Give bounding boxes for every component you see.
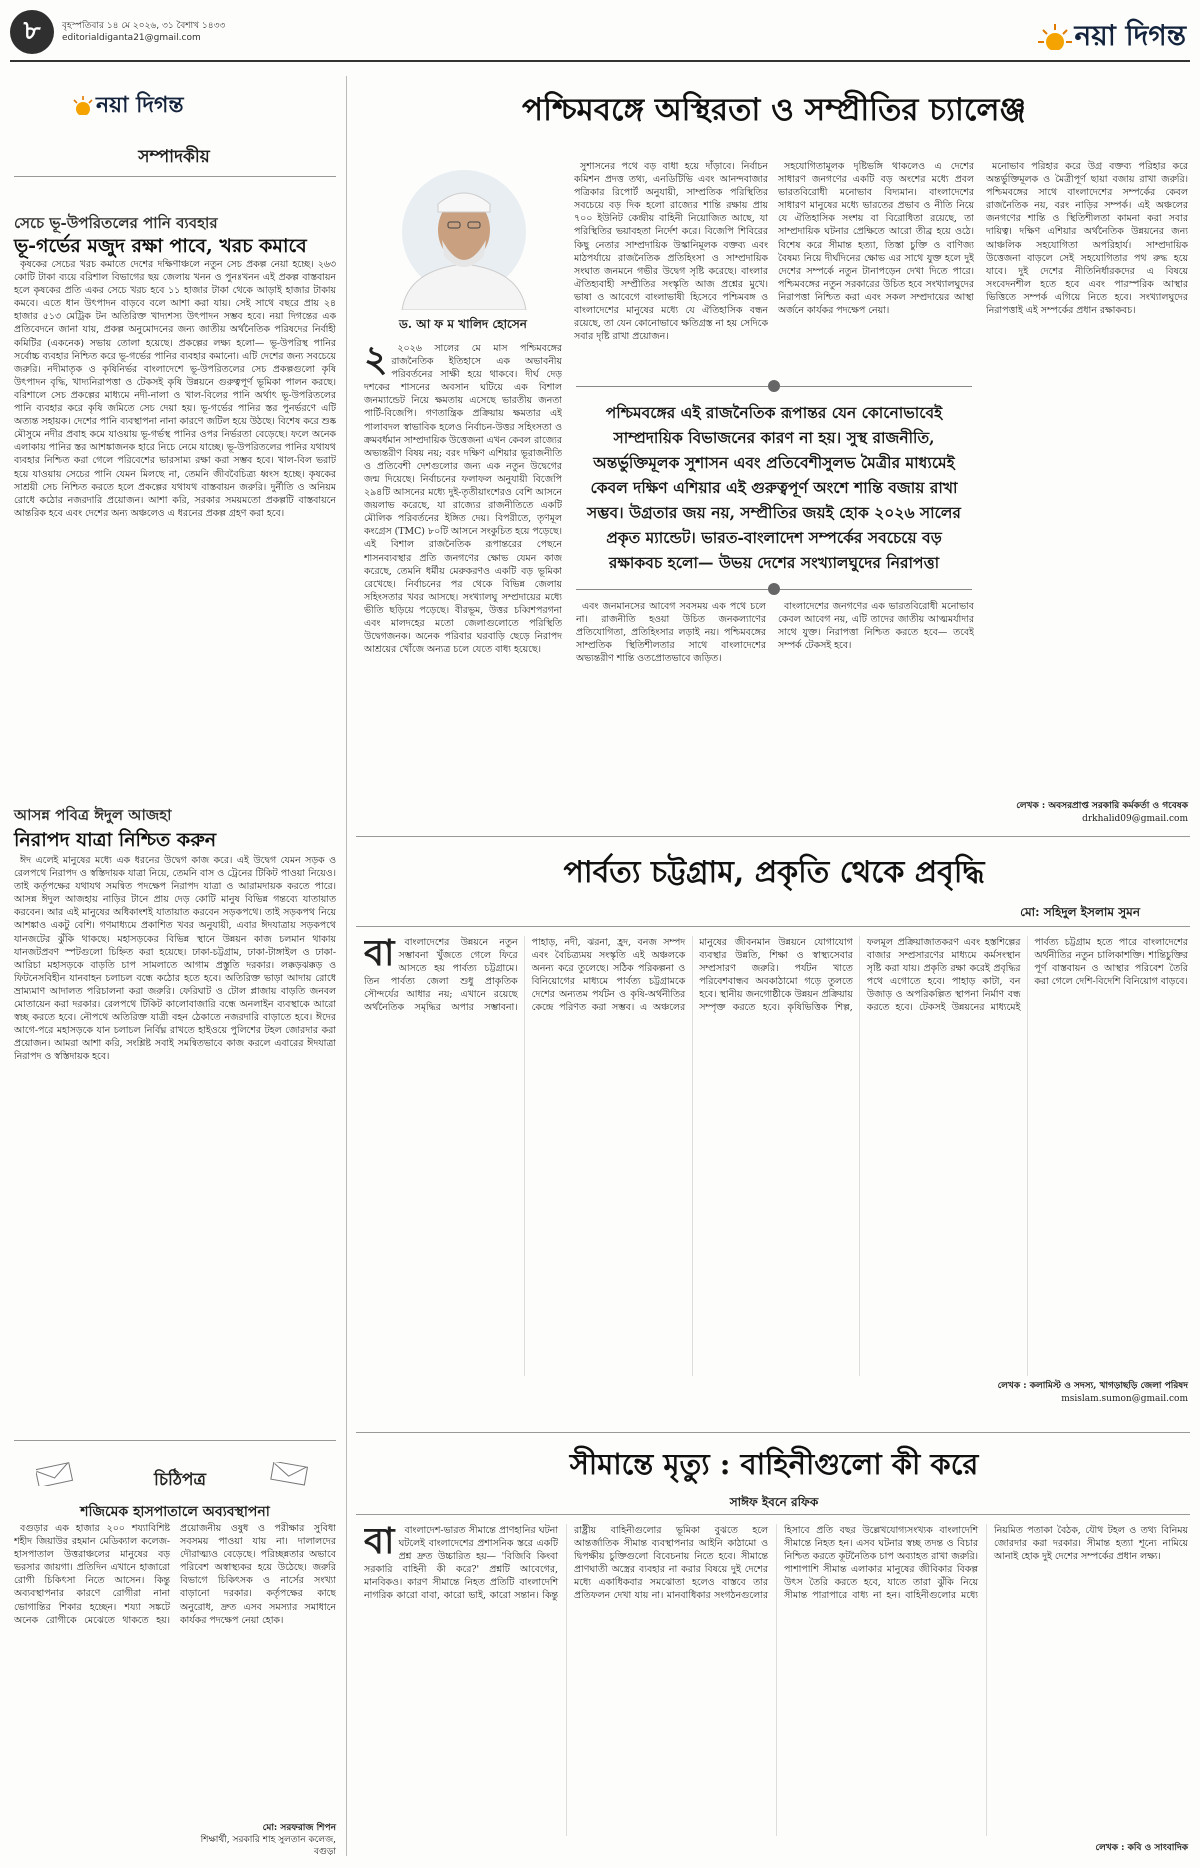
article2-author-email[interactable]: msislam.sumon@gmail.com — [1061, 1394, 1188, 1404]
article1-column-3 — [778, 160, 974, 374]
masthead-logo — [1037, 14, 1186, 61]
article1-column-3-lower: বাংলাদেশের জনগণের এক ভারতবিরোধী মনোভাব কেবল আবেগ নয়, এটি তাদের জাতীয় আত্মমর্যাদার সাথে যুক্ত। নিরাপত্তা নিশ্চিত করতে হবে— তবেই সম্পর্ক টেকসই হবে। — [778, 601, 974, 652]
letters-divider — [14, 1440, 336, 1441]
editorial2-body — [14, 854, 336, 1429]
letters-section-title: চিঠিপত্র — [153, 1470, 207, 1490]
editorial2-kicker: আসন্ন পবিত্র ঈদুল আজহা — [14, 806, 172, 824]
article1-author-note: লেখক : অবসরপ্রাপ্ত সরকারি কর্মকর্তা ও গবেষক — [1016, 801, 1188, 811]
article3-byline: সাঈফ ইবনে রফিক — [729, 1495, 819, 1509]
article1-column-1 — [364, 342, 562, 700]
column-divider — [346, 76, 347, 1856]
issue-date: বৃহস্পতিবার ১৪ মে ২০২৬, ৩১ বৈশাখ ১৪৩৩ — [62, 21, 226, 31]
article3-body — [364, 1524, 1188, 1836]
section-divider — [14, 176, 336, 177]
bullet-dot-icon — [768, 583, 780, 595]
section-logo — [70, 88, 184, 125]
editorial-section-title: সম্পাদকীয় — [138, 147, 210, 167]
header-divider — [10, 60, 1190, 62]
byline-divider — [356, 926, 1190, 927]
editorial1-body — [14, 258, 336, 786]
dropcap: বা — [364, 936, 395, 974]
article2-body-text: বাংলাদেশের উন্নয়নে নতুন সম্ভাবনা খুঁজতে গেলে ফিরে আসতে হয় পার্বত্য চট্টগ্রামে। তিন পার্বত্য জেলা শুধু প্রাকৃতিক সৌন্দর্যের আধার নয়; এখানে রয়েছে অর্থনৈতিক সমৃদ্ধির অপার সম্ভাবনা। পাহাড়, নদী, ঝরনা, হ্রদ, বনজ সম্পদ এবং বৈচিত্র্যময় সংস্কৃতি এই অঞ্চলকে অনন্য করে তুলেছে। সঠিক পরিকল্পনা ও বিনিয়োগের মাধ্যমে পার্বত্য চট্টগ্রামকে দেশের অন্যতম পর্যটন ও কৃষি-অর্থনীতির কেন্দ্রে পরিণত করা সম্ভব। এ অঞ্চলের মানুষের জীবনমান উন্নয়নে যোগাযোগ ব্যবস্থার উন্নতি, শিক্ষা ও স্বাস্থ্যসেবার সম্প্রসারণ জরুরি। পর্যটন খাতে পরিবেশবান্ধব অবকাঠামো গড়ে তুলতে হবে। স্থানীয় জনগোষ্ঠীকে উন্নয়ন প্রক্রিয়ায় সম্পৃক্ত করতে হবে। কৃষিভিত্তিক শিল্প, ফলমূল প্রক্রিয়াজাতকরণ এবং হস্তশিল্পের বাজার সম্প্রসারণের মাধ্যমে কর্মসংস্থান সৃষ্টি করা যায়। প্রকৃতি রক্ষা করেই প্রবৃদ্ধির পথে এগোতে হবে। পাহাড় কাটা, বন উজাড় ও অপরিকল্পিত স্থাপনা নির্মাণ বন্ধ করতে হবে। টেকসই উন্নয়নের মাধ্যমেই পার্বত্য চট্টগ্রাম হতে পারে বাংলাদেশের অর্থনীতির নতুন চালিকাশক্তি। শান্তিচুক্তির পূর্ণ বাস্তবায়ন ও আস্থার পরিবেশ তৈরি করা গেলে দেশি-বিদেশি বিনিয়োগ বাড়বে। — [364, 937, 1188, 1014]
letter-sender — [180, 1822, 336, 1858]
editorial1-body-text: কৃষকের সেচের খরচ কমাতে দেশের দক্ষিণাঞ্চলে নতুন সেচ প্রকল্প নেয়া হচ্ছে। ২৬৩ কোটি টাকা ব্যয়ে বরিশাল বিভাগের ছয় জেলায় খনন ও পুনঃখনন এই প্রকল্প বাস্তবায়ন হলে কৃষকের প্রতি একর সেচে খরচ হবে ১১ হাজার টাকা থেকে আড়াই হাজার টাকায় কমবে। এতে ধান উৎপাদন বাড়বে বলে আশা করা যায়। সেই সাথে বছরে প্রায় ২৪ হাজার ৫১৩ মেট্রিক টন অতিরিক্ত খাদ্যশস্য উৎপাদন সম্ভব হবে। নয়া দিগন্তের এক প্রতিবেদনে জানা যায়, প্রকল্প অনুমোদনের জন্য জাতীয় অর্থনৈতিক পরিষদের নির্বাহী কমিটির (একনেক) সভায় তোলা হয়েছে। প্রকল্পের লক্ষ্য হলো— ভূ-উপরিস্থ পানির সর্বোচ্চ ব্যবহার নিশ্চিত করে ভূ-গর্ভের পানির ব্যবহার কমানো। এটি দেশের জন্য সবচেয়ে জরুরি। নদীমাতৃক ও কৃষিনির্ভর বাংলাদেশে ভূ-উপরিতলের সেচ প্রকল্পগুলো কৃষি উৎপাদন বৃদ্ধি, খাদ্যনিরাপত্তা ও টেকসই কৃষি উন্নয়নে গুরুত্বপূর্ণ ভূমিকা পালন করছে। বরিশালে সেচ প্রকল্পের মাধ্যমে নদী-নালা ও খাল-বিলের পানি অর্থাৎ ভূ-উপরিতলের পানি ব্যবহার করে কৃষি জমিতে সেচ দেয়া হয়। ভূ-গর্ভের পানির স্তর পুনর্ভরণে এটি অত্যন্ত সহায়ক। দেশের পানি ব্যবস্থাপনা নানা কারণে জটিল হয়ে উঠছে। বিশেষ করে শুষ্ক মৌসুমে নদীর প্রবাহ কমে যাওয়ায় ভূ-গর্ভস্থ পানির ওপর নির্ভরতা বেড়েছে। ফলে অনেক এলাকায় পানির স্তর আশঙ্কাজনক হারে নিচে নেমে যাচ্ছে। ভূ-উপরিতলের পানির যথাযথ ব্যবহার নিশ্চিত করা গেলে পরিবেশের ভারসাম্য রক্ষা করা সম্ভব হবে। খাল-বিল ভরাট হয়ে যাওয়ায় সেচের পানি যেমন মিলছে না, তেমনি জীববৈচিত্র্য ধ্বংস হচ্ছে। কৃষকের সাশ্রয়ী সেচ নিশ্চিত করতে হলে প্রকল্পের যথাযথ বাস্তবায়ন জরুরি। দুর্নীতি ও অনিয়ম রোধে কঠোর নজরদারি প্রয়োজন। আশা করি, সরকার সময়মতো প্রকল্পটি বাস্তবায়নে আন্তরিক হবে এবং দেশের অন্য অঞ্চলেও এ ধরনের প্রকল্প গ্রহণ করা হবে। — [14, 259, 336, 519]
letter-sender-detail: শিক্ষার্থী, সরকারি শাহ সুলতান কলেজ, বগুড়া — [200, 1835, 336, 1857]
sun-logo-icon — [70, 95, 96, 119]
article1-author-email[interactable]: drkhalid09@gmail.com — [1082, 814, 1188, 824]
article3-author-note: লেখক : কবি ও সাংবাদিক — [1095, 1843, 1188, 1853]
page-number-badge: ৮ — [10, 10, 54, 54]
author-caption: ড. আ ফ ম খালিদ হোসেন — [399, 317, 527, 331]
article2-body — [364, 936, 1188, 1376]
quote-top-rule — [576, 380, 972, 392]
article1-col3-text: সহযোগিতামূলক দৃষ্টিভঙ্গি থাকলেও এ দেশের সাধারণ জনগণের একটি বড় অংশের মধ্যে প্রবল ভারতবিরোধী মনোভাব বিদ্যমান। বাংলাদেশের সাধারণ মানুষের মধ্যে ভারতের প্রভাব ও নীতি নিয়ে যে ঐতিহাসিক সংশয় বা বিরোধিতা রয়েছে, তা সাম্প্রদায়িক ঘটনার প্রেক্ষিতে আরো তীব্র হয়ে ওঠে। বিশেষ করে সীমান্ত হত্যা, তিস্তা চুক্তি ও বাণিজ্য বৈষম্য নিয়ে দীর্ঘদিনের ক্ষোভ এর সাথে যুক্ত হলে দুই দেশের সম্পর্কে নতুন টানাপড়েন দেখা দিতে পারে। পশ্চিমবঙ্গের নতুন সরকারের উচিত হবে সংখ্যালঘুদের নিরাপত্তা নিশ্চিত করা এবং সকল সম্প্রদায়ের আস্থা অর্জনে কার্যকর পদক্ষেপ নেয়া। — [778, 161, 974, 317]
article3-headline: সীমান্তে মৃত্যু : বাহিনীগুলো কী করে — [569, 1447, 979, 1481]
editorial-email[interactable]: editorialdiganta21@gmail.com — [62, 33, 201, 43]
envelope-icon — [268, 1462, 308, 1490]
article-divider — [356, 1432, 1190, 1433]
envelope-icon — [36, 1462, 76, 1490]
letter-sender-name: মো: সরফরাজ শিপন — [262, 1823, 336, 1833]
article3-body-text: বাংলাদেশ-ভারত সীমান্তে প্রাণহানির ঘটনা ঘটলেই বাংলাদেশের প্রশাসনিক স্তরে একটি প্রশ্ন দ্রুত উচ্চারিত হয়— 'বিজিবি কিংবা সরকারি বাহিনী কী করে?' প্রশ্নটি আবেগের, মানবিকও। কারণ সীমান্তে নিহত প্রতিটি বাংলাদেশি নাগরিক কারো বাবা, কারো ভাই, কারো সন্তান। কিন্তু রাষ্ট্রীয় বাহিনীগুলোর ভূমিকা বুঝতে হলে আন্তর্জাতিক সীমান্ত ব্যবস্থাপনার আইনি কাঠামো ও দ্বিপক্ষীয় চুক্তিগুলো বিবেচনায় নিতে হবে। সীমান্তে প্রাণঘাতী অস্ত্রের ব্যবহার না করার বিষয়ে দুই দেশের মধ্যে একাধিকবার সমঝোতা হলেও বাস্তবে তার প্রতিফলন দেখা যায় না। মানবাধিকার সংগঠনগুলোর হিসাবে প্রতি বছর উল্লেখযোগ্যসংখ্যক বাংলাদেশি সীমান্তে নিহত হন। এসব ঘটনার স্বচ্ছ তদন্ত ও বিচার নিশ্চিত করতে কূটনৈতিক চাপ অব্যাহত রাখা জরুরি। পাশাপাশি সীমান্ত এলাকার মানুষের জীবিকার বিকল্প উৎস তৈরি করতে হবে, যাতে তারা ঝুঁকি নিয়ে সীমান্ত পারাপারে বাধ্য না হন। বাহিনীগুলোর মধ্যে নিয়মিত পতাকা বৈঠক, যৌথ টহল ও তথ্য বিনিময় জোরদার করা দরকার। সীমান্ত হত্যা শূন্যে নামিয়ে আনাই হোক দুই দেশের সম্পর্কের প্রধান লক্ষ্য। — [364, 1525, 1188, 1602]
sun-logo-icon — [1037, 22, 1073, 54]
letter-headline: শজিমেক হাসপাতালে অব্যবস্থাপনা — [80, 1504, 270, 1520]
pull-quote-box — [576, 380, 972, 595]
article1-headline: পশ্চিমবঙ্গে অস্থিরতা ও সম্প্রীতির চ্যালেঞ্জ — [522, 92, 1026, 128]
dropcap: ২ — [364, 342, 388, 380]
article1-col4-text: মনোভাব পরিহার করে উগ্র বক্তব্য পরিহার করে অন্তর্ভুক্তিমূলক ও মৈত্রীপূর্ণ ছায়া বজায় রাখা জরুরি। পশ্চিমবঙ্গের সাথে বাংলাদেশের সম্পর্কের কেবল রাজনৈতিক নয়, বরং নাড়ির সম্পর্ক। এই অঞ্চলের জনগণের শান্তি ও স্থিতিশীলতা কামনা করা সবার দায়িত্ব। দক্ষিণ এশিয়ার অর্থনৈতিক উন্নয়নের জন্য আঞ্চলিক সহযোগিতা অপরিহার্য। সাম্প্রদায়িক উত্তেজনা বাড়লে সেই সহযোগিতার পথ রুদ্ধ হয়ে যাবে। দুই দেশের নীতিনির্ধারকদের এ বিষয়ে সংবেদনশীল হতে হবে এবং পারস্পরিক আস্থার ভিত্তিতে সম্পর্ক এগিয়ে নিতে হবে। সংখ্যালঘুদের নিরাপত্তাই এই সম্পর্কের প্রধান রক্ষাকবচ। — [986, 161, 1188, 317]
section-logo-text: নয়া দিগন্ত — [96, 93, 184, 118]
pull-quote-text: পশ্চিমবঙ্গের এই রাজনৈতিক রূপান্তর যেন কোনোভাবেই সাম্প্রদায়িক বিভাজনের কারণ না হয়। সুস্থ রাজনীতি, অন্তর্ভুক্তিমূলক সুশাসন এবং প্রতিবেশীসুলভ মৈত্রীর মাধ্যমেই কেবল দক্ষিণ এশিয়ার এই গুরুত্বপূর্ণ অংশে শান্তি বজায় রাখা সম্ভব। উগ্রতার জয় নয়, সম্প্রীতির জয়ই হোক ২০২৬ সালের প্রকৃত ম্যান্ডেট। ভারত-বাংলাদেশ সম্পর্কের সবচেয়ে বড় রক্ষাকবচ হলো— উভয় দেশের সংখ্যালঘুদের নিরাপত্তা — [587, 403, 961, 572]
article1-col1-text: ২০২৬ সালের মে মাস পশ্চিমবঙ্গের রাজনৈতিক ইতিহাসে এক অভাবনীয় পরিবর্তনের সাক্ষী হয়ে থাকবে। দীর্ঘ দেড় দশকের শাসনের অবসান ঘটিয়ে এক বিশাল জনম্যান্ডেট নিয়ে ক্ষমতায় এসেছে ভারতীয় জনতা পার্টি-বিজেপি। গণতান্ত্রিক প্রক্রিয়ায় ক্ষমতার এই পালাবদল স্বাভাবিক হলেও নির্বাচন-উত্তর সহিংসতা ও ক্রমবর্ধমান সাম্প্রদায়িক উত্তেজনা এখন কেবল রাজ্যের অভ্যন্তরীণ বিষয় নয়; বরং দক্ষিণ এশিয়ার ভূরাজনীতি ও প্রতিবেশী দেশগুলোর জন্য এক নতুন উদ্বেগের জন্ম দিয়েছে। নির্বাচনের ফলাফল অনুযায়ী বিজেপি ২৯৪টি আসনের মধ্যে দুই-তৃতীয়াংশেরও বেশি আসনে জয়লাভ করেছে, যা রাজ্যের রাজনীতিতে একটি মৌলিক পরিবর্তনের ইঙ্গিত দেয়। বিপরীতে, তৃণমূল কংগ্রেস (TMC) ৮০টি আসনে সংকুচিত হয়ে পড়েছে। এই বিশাল রাজনৈতিক রূপান্তরের পেছনে শাসনব্যবস্থার প্রতি জনগণের ক্ষোভ যেমন কাজ করেছে, তেমনি ধর্মীয় মেরুকরণও একটি বড় ভূমিকা রেখেছে। নির্বাচনের পর থেকে বিভিন্ন জেলায় সহিংসতার খবর আসছে। সংখ্যালঘু সম্প্রদায়ের মধ্যে ভীতি ছড়িয়ে পড়েছে। বীরভূম, উত্তর চব্বিশপরগনা এবং মালদহের মতো জেলাগুলোতে পরিস্থিতি উদ্বেগজনক। অনেক পরিবার ঘরবাড়ি ছেড়ে নিরাপদ আশ্রয়ের খোঁজে অন্যত্র চলে যেতে বাধ্য হয়েছে। — [364, 343, 562, 656]
article1-author-block — [986, 800, 1188, 826]
author-photo — [364, 160, 562, 310]
editorial1-kicker: সেচে ভূ-উপরিতলের পানি ব্যবহার — [14, 214, 218, 232]
quote-bottom-rule — [576, 583, 972, 595]
article2-headline: পার্বত্য চট্টগ্রাম, প্রকৃতি থেকে প্রবৃদ্ধি — [563, 855, 985, 890]
article2-author-note: লেখক : কলামিস্ট ও সদস্য, খাগড়াছড়ি জেলা পরিষদ — [997, 1381, 1188, 1391]
bullet-dot-icon — [768, 380, 780, 392]
masthead-logo-text: নয়া দিগন্ত — [1074, 19, 1186, 52]
article1-col2-text: সুশাসনের পথে বড় বাধা হয়ে দাঁড়াবে। নির্বাচন কমিশন প্রদত্ত তথ্য, এনডিটিভি এবং আনন্দবাজার পত্রিকার রিপোর্ট অনুযায়ী, সাম্প্রতিক পরিস্থিতির সবচেয়ে বড় দিক হলো রাজ্যের শান্তি রক্ষায় প্রায় ৭০০ ইউনিট কেন্দ্রীয় বাহিনী নিয়োজিত আছে, যা পরিস্থিতির ভয়াবহতা নির্দেশ করে। বিজেপি শিবিরের কিছু নেতার সাম্প্রদায়িক উস্কানিমূলক বক্তব্য এবং মাঠপর্যায়ে রাজনৈতিক প্রতিহিংসা ও সাম্প্রদায়িক সংঘাত জনমনে গভীর উদ্বেগ সৃষ্টি করেছে। বাংলার ঐতিহ্যবাহী সম্প্রীতির সংস্কৃতি আজ প্রশ্নের মুখে। ভাষা ও আবেগে বাংলাভাষী হিসেবে পশ্চিমবঙ্গ ও বাংলাদেশের মানুষের মধ্যে যে ঐতিহাসিক বন্ধন রয়েছে, তা যেন কোনোভাবে ক্ষতিগ্রস্ত না হয় সেদিকে সবার দৃষ্টি রাখা প্রয়োজন। — [574, 161, 768, 343]
article2-author-block — [986, 1380, 1188, 1406]
article-divider — [356, 836, 1190, 837]
dropcap: বা — [364, 1524, 395, 1562]
letter-body-text: বগুড়ার এক হাজার ২০০ শয্যাবিশিষ্ট শহীদ জিয়াউর রহমান মেডিক্যাল কলেজ-হাসপাতাল উত্তরাঞ্চলের মানুষের বড় ভরসার জায়গা। প্রতিদিন এখানে হাজারো রোগী চিকিৎসা নিতে আসেন। কিন্তু অব্যবস্থাপনার কারণে রোগীরা নানা ভোগান্তির শিকার হচ্ছেন। শয্যা সঙ্কটে অনেক রোগীকে মেঝেতে থাকতে হয়। প্রয়োজনীয় ওষুধ ও পরীক্ষার সুবিধা সবসময় পাওয়া যায় না। দালালদের দৌরাত্ম্যও বেড়েছে। পরিচ্ছন্নতার অভাবে পরিবেশ অস্বাস্থ্যকর হয়ে উঠেছে। জরুরি বিভাগে চিকিৎসক ও নার্সের সংখ্যা বাড়ানো দরকার। কর্তৃপক্ষের কাছে অনুরোধ, দ্রুত এসব সমস্যার সমাধানে কার্যকর পদক্ষেপ নেয়া হোক। — [14, 1523, 336, 1626]
article1-column-4 — [986, 160, 1188, 790]
editorial2-headline: নিরাপদ যাত্রা নিশ্চিত করুন — [14, 829, 217, 851]
letter-body — [14, 1522, 336, 1820]
article1-column-2 — [574, 160, 768, 374]
article1-column-2-lower: এবং জনমানসের আবেগ সবসময় এক পথে চলে না। রাজনীতি হওয়া উচিত জনকল্যাণের প্রতিযোগিতা, প্রতিহিংসার লড়াই নয়। পশ্চিমবঙ্গের সাম্প্রতিক স্থিতিশীলতার সাথে বাংলাদেশের অভ্যন্তরীণ শান্তি ওতপ্রোতভাবে জড়িত। — [576, 601, 766, 665]
byline-divider — [356, 1514, 1190, 1515]
article2-byline: মো: সহিদুল ইসলাম সুমন — [1020, 905, 1140, 919]
editorial2-body-text: ঈদ এলেই মানুষের মধ্যে এক ধরনের উদ্বেগ কাজ করে। এই উদ্বেগ যেমন সড়ক ও রেলপথে নিরাপদ ও স্বস্তিদায়ক যাত্রা নিয়ে, তেমনি বাস ও ট্রেনের টিকিট পাওয়া নিয়েও। তাই কর্তৃপক্ষের যথাযথ সমন্বিত পদক্ষেপ নিরাপদ যাত্রা ও আরামদায়ক করতে পারে। আসন্ন ঈদুল আজহায় নাড়ির টানে প্রায় দেড় কোটি মানুষ বিভিন্ন গন্তব্যে যাতায়াত করবেন। আর এই মানুষের অধিকাংশই যাতায়াত করবেন সড়কপথে। তাই সড়কপথ নিয়ে আশঙ্কাও একটু বেশি। গণমাধ্যমে প্রকাশিত খবর অনুযায়ী, এবার ঈদযাত্রায় সড়কপথে যানজটের ঝুঁকি থাকছে। মহাসড়কের বিভিন্ন স্থানে উন্নয়ন কাজ চলমান থাকায় যানজটপ্রবণ স্পটগুলো চিহ্নিত করা হয়েছে। ঢাকা-চট্টগ্রাম, ঢাকা-টাঙ্গাইল ও ঢাকা-আরিচা মহাসড়কে বাড়তি চাপ সামলাতে আগাম প্রস্তুতি দরকার। লক্কড়ঝক্কড় ও ফিটনেসবিহীন যানবাহন চলাচল বন্ধে কঠোর হতে হবে। অতিরিক্ত ভাড়া আদায় রোধে ভ্রাম্যমাণ আদালত পরিচালনা করা জরুরি। ফেরিঘাট ও টোল প্লাজায় বাড়তি জনবল মোতায়েন করা দরকার। রেলপথে টিকিট কালোবাজারি বন্ধে অনলাইন ব্যবস্থাকে আরো স্বচ্ছ করতে হবে। নৌপথে অতিরিক্ত যাত্রী বহন ঠেকাতে নজরদারি বাড়াতে হবে। ঈদের আগে-পরে মহাসড়কে যান চলাচল নির্বিঘ্ন রাখতে হাইওয়ে পুলিশের টহল জোরদার করা প্রয়োজন। আমরা আশা করি, সংশ্লিষ্ট সবাই সমন্বিতভাবে কাজ করলে এবারের ঈদযাত্রা নিরাপদ ও স্বস্তিদায়ক হবে। — [14, 855, 336, 1063]
editorial1-headline: ভূ-গর্ভের মজুদ রক্ষা পাবে, খরচ কমাবে — [14, 235, 307, 257]
